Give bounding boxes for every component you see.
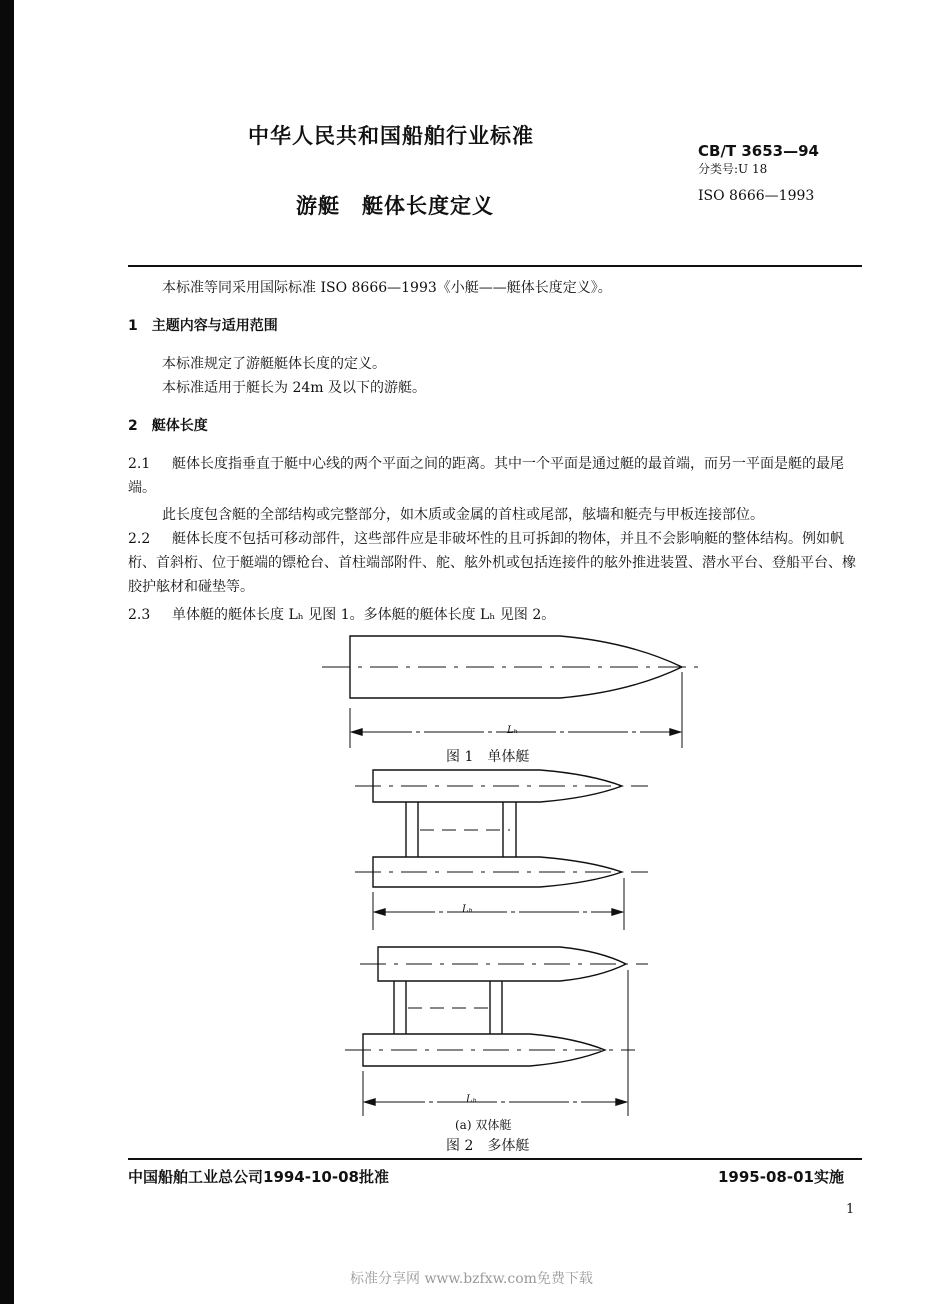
fig2b-dimension-label: Lₕ (466, 1094, 477, 1105)
clause-2-3-text: 单体艇的艇体长度 Lₕ 见图 1。多体艇的艇体长度 Lₕ 见图 2。 (172, 607, 556, 623)
document-title: 游艇 艇体长度定义 (296, 194, 494, 218)
clause-2-2-number: 2.2 (128, 531, 151, 547)
effective-date: 1995-08-01实施 (718, 1168, 844, 1186)
clause-2-2-text: 艇体长度不包括可移动部件，这些部件应是非破坏性的且可拆卸的物体，并且不会影响艇的整体结构。例如帆桁、首斜桁、位于艇端的镖枪台、首柱端部附件、舵、舷外机或包括连接件的舷外推进装置、潜水平台、登船平台、橡胶护舷材和碰垫等。 (128, 531, 856, 595)
figure-2-caption: 图 2 多体艇 (446, 1138, 530, 1154)
page-number: 1 (846, 1202, 855, 1217)
clause-2-1-continued: 此长度包含艇的全部结构或完整部分，如木质或金属的首柱或尾部，舷墙和艇壳与甲板连接部位。 (162, 507, 764, 523)
standard-title: 中华人民共和国船舶行业标准 (248, 124, 534, 148)
iso-reference: ISO 8666—1993 (698, 188, 815, 204)
figure-2a-caption: (a) 双体艇 (455, 1118, 512, 1132)
classification: 分类号:U 18 (698, 162, 768, 176)
standard-code: CB/T 3653—94 (698, 142, 819, 160)
fig1-arrow-right (670, 729, 680, 735)
section1-para1: 本标准规定了游艇艇体长度的定义。 (162, 356, 386, 372)
approval-note: 中国船舶工业总公司1994-10-08批准 (128, 1168, 389, 1186)
figure-2-multihull-b (345, 947, 648, 1116)
fig1-dimension-label: Lₕ (507, 725, 518, 736)
clause-2-1-text: 艇体长度指垂直于艇中心线的两个平面之间的距离。其中一个平面是通过艇的最首端，而另一平面是艇的最尾端。 (128, 456, 844, 496)
fig2a-dimension-label: Lₕ (462, 904, 473, 915)
watermark: 标准分享网 www.bzfxw.com免费下载 (350, 1271, 593, 1287)
footer-rule (128, 1158, 862, 1160)
figure-1-caption: 图 1 单体艇 (446, 749, 530, 765)
section1-para2: 本标准适用于艇长为 24m 及以下的游艇。 (162, 380, 426, 396)
clause-2-3-number: 2.3 (128, 607, 151, 623)
section2-heading: 2 艇体长度 (128, 418, 208, 434)
fig1-arrow-left (352, 729, 362, 735)
figure-2-multihull-a (355, 770, 648, 930)
clause-2-1-number: 2.1 (128, 456, 151, 472)
section1-heading: 1 主题内容与适用范围 (128, 318, 278, 334)
intro-paragraph: 本标准等同采用国际标准 ISO 8666—1993《小艇——艇体长度定义》。 (162, 280, 612, 296)
